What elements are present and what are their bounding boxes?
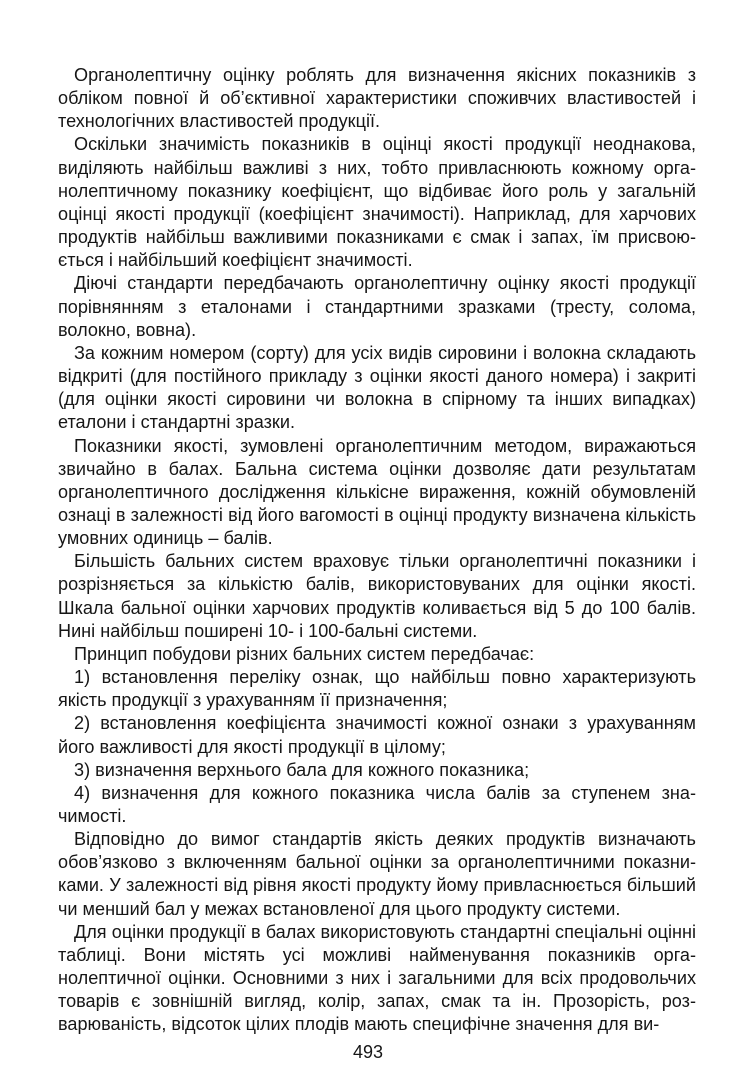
paragraph: Принцип побудови різних бальних систем передбачає: [74, 643, 535, 664]
paragraph: Органолептичну оцінку роблять для визначення якісних показників з обліком повної й об’єктивної характеристики споживчих властивостей і технологічних властивостей продукції. [58, 65, 696, 132]
page-number: 493 [352, 1042, 384, 1062]
paragraph: Показники якості, зумовлені органолептичним методом, виражаються звичайно в балах. Бальна система оцінки дозволяє дати результатам органолептичного дослідження кількісне вираження, кожній обумовленій ознаці в залежності від його вагомості в оцінці продукту визначена кількість умовних одиниць – балів. [58, 435, 696, 549]
paragraph: Оскільки значимість показників в оцінці якості продукції неоднакова, виділяють найбільш важливі з них, тобто привласнюють кожному органолептичному показнику коефіцієнт, що відбиває його роль у загальній оцінці якості продукції (коефіцієнт значимості). Наприклад, для харчових продуктів найбільш важливими показниками є смак і запах, їм присвоюється і найбільший коефіцієнт значимості. [58, 134, 696, 271]
paragraph: Діючі стандарти передбачають органолептичну оцінку якості продукції порівнянням з еталонами і стандартними зразками (тресту, солома, волокно, вовна). [58, 273, 696, 340]
paragraph: За кожним номером (сорту) для усіх видів сировини і волокна складають відкриті (для постійного прикладу з оцінки якості даного номера) і закриті (для оцінки якості сировини чи волокна в спірному та інших випадках) еталони і стандартні зразки. [58, 342, 696, 433]
list-item: 2) встановлення коефіцієнта значимості кожної ознаки з урахуванням його важливості для якості продукції в цілому; [58, 713, 696, 757]
list-item: 1) встановлення переліку ознак, що найбільш повно характеризують якість продукції з урахуванням її призначення; [58, 667, 696, 711]
paragraph: Для оцінки продукції в балах використовують стандартні спеціальні оцінні таблиці. Вони містять усі можливі найменування показників органолептичної оцінки. Основними з них і загальними для всіх продовольчих товарів є зовнішній вигляд, колір, запах, смак та ін. Прозорість, розварюваність, відсоток цілих плодів мають специфічне значення для ви- [58, 921, 696, 1035]
list-item: 4) визначення для кожного показника числа балів за ступенем значимості. [58, 782, 696, 826]
body-text [58, 64, 696, 1037]
paragraph: Відповідно до вимог стандартів якість деяких продуктів визначають обов’язково з включенням бальної оцінки за органолептичними показниками. У залежності від рівня якості продукту йому привласнюється більший чи менший бал у межах встановленої для цього продукту системи. [58, 829, 696, 919]
list-item: 3) визначення верхнього бала для кожного показника; [74, 759, 530, 780]
paragraph: Більшість бальних систем враховує тільки органолептичні показники і розрізняється за кількістю балів, використовуваних для оцінки якості. Шкала бальної оцінки харчових продуктів коливається від 5 до 100 балів. Нині найбільш поширені 10- і 100-бальні системи. [58, 551, 696, 641]
